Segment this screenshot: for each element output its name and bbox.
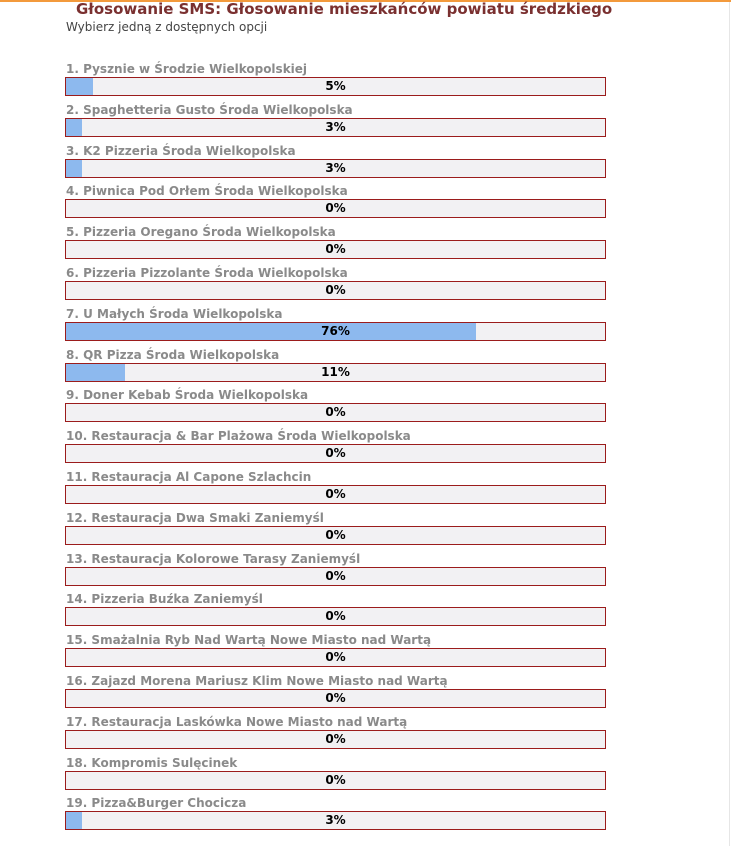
poll-option-percent: 0%: [325, 201, 346, 216]
poll-option-bar: [65, 607, 606, 626]
poll-option-percent: 3%: [325, 119, 346, 134]
poll-option[interactable]: [65, 184, 609, 225]
poll-option-label: 5. Pizzeria Oregano Środa Wielkopolska: [66, 225, 336, 240]
poll-option-bar: [65, 485, 606, 504]
poll-option[interactable]: [65, 796, 609, 837]
poll-option-bar: [65, 281, 606, 300]
poll-option-label: 2. Spaghetteria Gusto Środa Wielkopolska: [66, 102, 353, 117]
poll-option-percent: 0%: [325, 242, 346, 257]
poll-subtitle: Wybierz jedną z dostępnych opcji: [66, 20, 268, 34]
poll-option[interactable]: [65, 429, 609, 470]
poll-option-percent: 11%: [321, 364, 350, 379]
poll-option-label: 8. QR Pizza Środa Wielkopolska: [66, 347, 280, 362]
poll-option-label: 13. Restauracja Kolorowe Tarasy Zaniemyśl: [66, 551, 361, 566]
poll-option-bar: [65, 403, 606, 422]
poll-option-bar: [65, 648, 606, 667]
poll-option-percent: 0%: [325, 609, 346, 624]
poll-option[interactable]: [65, 307, 609, 348]
poll-option-label: 7. U Małych Środa Wielkopolska: [66, 306, 283, 321]
poll-option-percent: 76%: [321, 323, 350, 338]
poll-option-percent: 0%: [325, 486, 346, 501]
poll-option[interactable]: [65, 266, 609, 307]
poll-option-percent: 0%: [325, 282, 346, 297]
poll-option[interactable]: [65, 633, 609, 674]
poll-option-percent: 0%: [325, 690, 346, 705]
poll-options-list: [65, 62, 609, 837]
poll-option-label: 10. Restauracja & Bar Plażowa Środa Wielkopolska: [66, 429, 411, 444]
poll-option[interactable]: [65, 511, 609, 552]
poll-option-label: 17. Restauracja Laskówka Nowe Miasto nad Wartą: [66, 714, 408, 729]
poll-option-label: 6. Pizzeria Pizzolante Środa Wielkopolska: [66, 265, 348, 280]
poll-option-bar: [65, 811, 606, 830]
poll-option[interactable]: [65, 144, 609, 185]
poll-option-label: 9. Doner Kebab Środa Wielkopolska: [66, 388, 309, 403]
poll-option-percent: 0%: [325, 772, 346, 787]
poll-option[interactable]: [65, 756, 609, 797]
poll-option-label: 3. K2 Pizzeria Środa Wielkopolska: [66, 143, 296, 158]
poll-option-bar: [65, 771, 606, 790]
poll-option-bar: [65, 322, 606, 341]
poll-option-bar: [65, 526, 606, 545]
poll-option-label: 4. Piwnica Pod Orłem Środa Wielkopolska: [66, 184, 348, 199]
poll-option[interactable]: [65, 388, 609, 429]
poll-option[interactable]: [65, 470, 609, 511]
poll-option[interactable]: [65, 62, 609, 103]
poll-option-label: 18. Kompromis Sulęcinek: [66, 755, 238, 770]
poll-option-label: 12. Restauracja Dwa Smaki Zaniemyśl: [66, 510, 324, 525]
poll-option-bar: [65, 444, 606, 463]
poll-option-percent: 0%: [325, 650, 346, 665]
poll-option[interactable]: [65, 103, 609, 144]
poll-option-bar: [65, 77, 606, 96]
poll-option-label: 16. Zajazd Morena Mariusz Klim Nowe Miasto nad Wartą: [66, 673, 448, 688]
poll-option-percent: 3%: [325, 160, 346, 175]
poll-title: Głosowanie SMS: Głosowanie mieszkańców powiatu średzkiego: [76, 0, 613, 18]
poll-option-bar: [65, 159, 606, 178]
poll-option-percent: 0%: [325, 568, 346, 583]
poll-option[interactable]: [65, 552, 609, 593]
poll-option-percent: 0%: [325, 405, 346, 420]
poll-option-label: 11. Restauracja Al Capone Szlachcin: [66, 469, 312, 484]
poll-option-bar: [65, 730, 606, 749]
page-edge: [729, 2, 730, 846]
poll-option-bar: [65, 240, 606, 259]
poll-option-label: 1. Pysznie w Środzie Wielkopolskiej: [66, 62, 308, 76]
poll-option[interactable]: [65, 674, 609, 715]
poll-option-bar: [65, 689, 606, 708]
poll-option-label: 15. Smażalnia Ryb Nad Wartą Nowe Miasto nad Wartą: [66, 633, 432, 648]
poll-option[interactable]: [65, 592, 609, 633]
poll-option[interactable]: [65, 715, 609, 756]
poll-option[interactable]: [65, 348, 609, 389]
poll-option-percent: 5%: [325, 79, 346, 93]
poll-option-percent: 0%: [325, 527, 346, 542]
poll-option-percent: 3%: [325, 813, 346, 828]
poll-option-percent: 0%: [325, 446, 346, 461]
poll-option-bar: [65, 199, 606, 218]
poll-option[interactable]: [65, 225, 609, 266]
poll-option-bar: [65, 363, 606, 382]
poll-option-label: 19. Pizza&Burger Chocicza: [66, 796, 247, 811]
poll-option-bar: [65, 567, 606, 586]
poll-option-label: 14. Pizzeria Buźka Zaniemyśl: [66, 592, 263, 607]
poll-option-percent: 0%: [325, 731, 346, 746]
poll-option-bar: [65, 118, 606, 137]
